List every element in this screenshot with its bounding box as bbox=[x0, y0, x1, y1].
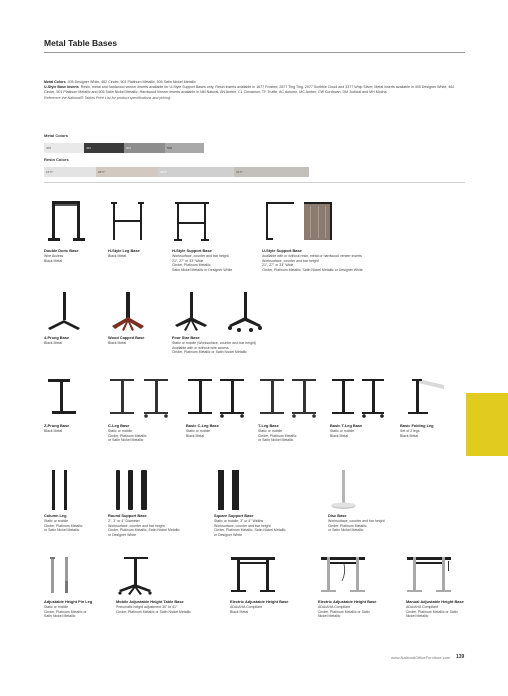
product-desc: Available with or without resin, metal or hardwood veneer inserts Worksurface, counter and bar height 21", 27" or 33" Wide Cinder, Platinum Metallic, Satin Nickel Metallic or Designer White bbox=[262, 254, 363, 272]
swatch-1677 bbox=[44, 167, 96, 177]
swatch-405 bbox=[44, 143, 84, 153]
product-name: Manual Adjustable Height Base bbox=[406, 599, 464, 604]
manual-adjustable-height-base-icon bbox=[404, 553, 454, 597]
mobile-adjustable-height-table-base-icon bbox=[116, 553, 156, 597]
wood-capped-base-icon bbox=[108, 290, 148, 332]
product-square-support-base bbox=[214, 514, 324, 537]
product-u-style-support-base bbox=[262, 249, 412, 272]
product-desc: Static or mobile Cinder, Platinum Metallic or Satin Nickel Metallic bbox=[108, 429, 147, 443]
product-4-prong-base bbox=[44, 336, 104, 346]
swatch-501 bbox=[124, 143, 165, 153]
product-basic-folding-leg bbox=[400, 424, 464, 438]
u-style-support-base-icon bbox=[262, 198, 298, 244]
product-desc: Static or mobile Cinder, Platinum Metallic or Satin Nickel Metallic bbox=[44, 519, 83, 533]
intro-text bbox=[44, 80, 465, 101]
product-h-style-support-base bbox=[172, 249, 262, 272]
product-desc: ADA/AHA Compliant Black Metal bbox=[230, 605, 262, 614]
metal-swatch-row bbox=[44, 143, 204, 153]
swatch-code: 405 bbox=[46, 146, 52, 150]
product-electric-adjustable-height-base-2 bbox=[318, 600, 408, 619]
swatch-code: 505 bbox=[167, 146, 173, 150]
swatch-2977 bbox=[158, 167, 234, 177]
resin-colors-label: Resin Colors bbox=[44, 157, 69, 162]
product-name: Electric Adjustable Height Base bbox=[318, 599, 377, 604]
product-desc: Static or mobile Black Metal bbox=[330, 429, 355, 438]
page-number: 139 bbox=[456, 654, 465, 660]
product-desc: ADA/AHA Compliant Cinder, Platinum Metallic or Satin Nickel Metallic bbox=[318, 605, 370, 619]
round-support-base-icon bbox=[108, 466, 158, 512]
resin-swatch-row bbox=[44, 167, 309, 177]
product-desc: Set of 2 legs Black Metal bbox=[400, 429, 420, 438]
product-basic-c-leg-base bbox=[186, 424, 256, 438]
h-style-leg-base-icon bbox=[108, 198, 148, 244]
product-mobile-adjustable-height-table-base bbox=[116, 600, 226, 614]
product-desc: Static or mobile (Worksurface, counter and bar height) Available with or without wire access Cinder, Platinum Metallic or Satin Nickel Metallic bbox=[172, 341, 256, 355]
product-name: Disc Base bbox=[328, 513, 347, 518]
product-round-support-base bbox=[108, 514, 208, 537]
metal-colors-label: Metal Colors bbox=[44, 133, 69, 138]
basic-t-leg-base-icon bbox=[330, 375, 394, 419]
swatch-code: 462 bbox=[86, 146, 92, 150]
product-name: Electric Adjustable Height Base bbox=[230, 599, 289, 604]
page-title: Metal Table Bases bbox=[44, 38, 118, 48]
product-t-leg-base bbox=[258, 424, 328, 443]
product-h-style-leg-base bbox=[108, 249, 168, 259]
product-name: Basic Folding Leg bbox=[400, 423, 434, 428]
product-desc: Worksurface, counter and bar height 21", 27" or 33" Wide Cinder, Platinum Metallic, Satin Nickel Metallic or Designer White bbox=[172, 254, 233, 272]
product-z-prong-base bbox=[44, 424, 104, 434]
column-leg-icon bbox=[44, 466, 80, 512]
product-disc-base bbox=[328, 514, 428, 533]
c-leg-base-icon bbox=[108, 375, 178, 419]
reference-note: Reference the National® Tables Price List for product specifications and pricing. bbox=[44, 95, 171, 100]
product-c-leg-base bbox=[108, 424, 178, 443]
product-electric-adjustable-height-base-1 bbox=[230, 600, 320, 614]
product-four-star-base bbox=[172, 336, 322, 355]
product-desc: Worksurface, counter and bar height Cinder, Platinum Metallic or Satin Nickel Metallic bbox=[328, 519, 385, 533]
swatch-code: 501 bbox=[126, 146, 132, 150]
product-desc: Black Metal bbox=[108, 341, 127, 346]
product-name: 4-Prong Base bbox=[44, 335, 70, 340]
h-style-support-base-icon bbox=[172, 198, 212, 244]
product-desc: Static or mobile Black Metal bbox=[186, 429, 211, 438]
product-adjustable-height-pin-leg bbox=[44, 600, 114, 619]
product-name: Adjustable Height Pin Leg bbox=[44, 599, 93, 604]
swatch-462 bbox=[84, 143, 124, 153]
footer-url[interactable]: www.NationalOfficeFurniture.com bbox=[391, 655, 451, 660]
metal-colors-intro-text: 405 Designer White, 462 Cinder, 501 Platinum Metallic, 505 Satin Nickel Metallic bbox=[67, 80, 196, 84]
product-name: H-Style Leg Base bbox=[108, 248, 140, 253]
product-desc: Black Metal bbox=[108, 254, 127, 259]
t-leg-base-icon bbox=[258, 375, 328, 419]
swatch-divider bbox=[44, 182, 465, 183]
product-name: Column Leg bbox=[44, 513, 67, 518]
electric-adjustable-height-base-icon bbox=[228, 553, 278, 597]
product-name: Wood Capped Base bbox=[108, 335, 145, 340]
u-style-insert-icon bbox=[300, 198, 336, 244]
basic-c-leg-base-icon bbox=[186, 375, 256, 419]
product-desc: Black Metal bbox=[44, 341, 63, 346]
swatch-2877 bbox=[96, 167, 158, 177]
product-name: Mobile Adjustable Height Table Base bbox=[116, 599, 184, 604]
product-desc: 2", 3" or 4" Diameter Worksurface, counter and bar height Cinder, Platinum Metallic, Satin Nickel Metallic or Designer White bbox=[108, 519, 180, 537]
product-desc: Pneumatic height adjustment 30" to 41" Cinder, Platinum Metallic or Satin Nickel Metallic bbox=[116, 605, 191, 614]
u-style-inserts-label: U-Style Base Inserts bbox=[44, 85, 79, 90]
product-name: U-Style Support Base bbox=[262, 248, 302, 253]
product-name: Z-Prong Base bbox=[44, 423, 70, 428]
title-divider bbox=[44, 52, 465, 53]
swatch-3377 bbox=[234, 167, 309, 177]
product-column-leg bbox=[44, 514, 108, 533]
u-style-inserts-text: Resin, metal and hardwood veneer inserts available for U-Style Support Bases only; Resin inserts available in 1677 Frosted, 2877 Ting Ting, 2977 Scribble Cloud and 3377 Whip Silver; Metal inserts available in 405 Designer White, 462 Cinder, 501 Platinum Metallic and 505 Satin Nickel Metallic; Hardwood Veneer inserts available in NM Natural, AN Amber, CL Cinnamon, TF Truffle, AC Autumn, MC Amber, CW Cordovan, DM Judicial and MH Mocha bbox=[44, 85, 455, 95]
adjustable-height-pin-leg-icon bbox=[44, 553, 80, 597]
product-desc: Black Metal bbox=[44, 429, 63, 434]
four-star-base-icon bbox=[172, 290, 212, 332]
product-name: Double Doric Base bbox=[44, 248, 79, 253]
product-manual-adjustable-height-base bbox=[406, 600, 468, 619]
product-desc: Wire Access Black Metal bbox=[44, 254, 64, 263]
swatch-code: 3377 bbox=[236, 170, 243, 174]
product-name: Round Support Base bbox=[108, 513, 147, 518]
product-name: Four Star Base bbox=[172, 335, 200, 340]
product-name: C-Leg Base bbox=[108, 423, 130, 428]
product-name: Basic C-Leg Base bbox=[186, 423, 219, 428]
swatch-505 bbox=[165, 143, 204, 153]
product-desc: ADA/AHA Compliant Cinder, Platinum Metallic or Satin Nickel Metallic bbox=[406, 605, 458, 619]
electric-adjustable-height-base-silver-icon bbox=[318, 553, 368, 597]
product-double-doric-base bbox=[44, 249, 104, 263]
metal-colors-intro-label: Metal Colors bbox=[44, 80, 66, 84]
4-prong-base-icon bbox=[44, 290, 84, 332]
swatch-code: 1677 bbox=[46, 170, 53, 174]
swatch-code: 2877 bbox=[98, 170, 105, 174]
product-name: H-Style Support Base bbox=[172, 248, 212, 253]
product-name: Square Support Base bbox=[214, 513, 254, 518]
product-name: T-Leg Base bbox=[258, 423, 279, 428]
section-tab bbox=[466, 393, 508, 456]
basic-folding-leg-icon bbox=[396, 375, 446, 419]
swatch-code: 2977 bbox=[160, 170, 167, 174]
product-desc: Static or mobile Cinder, Platinum Metallic or Satin Nickel Metallic bbox=[258, 429, 297, 443]
product-desc: Static or mobile Cinder, Platinum Metallic or Satin Nickel Metallic bbox=[44, 605, 87, 619]
square-support-base-icon bbox=[212, 466, 248, 512]
double-doric-base-icon bbox=[44, 198, 90, 244]
product-basic-t-leg-base bbox=[330, 424, 394, 438]
product-desc: Static or mobile; 3" or 4" Widths Worksurface, counter and bar height Cinder, Platinum Metallic, Satin Nickel Metallic or Designer White bbox=[214, 519, 286, 537]
product-name: Basic T-Leg Base bbox=[330, 423, 363, 428]
z-prong-base-icon bbox=[44, 375, 80, 419]
disc-base-icon bbox=[326, 466, 362, 512]
product-wood-capped-base bbox=[108, 336, 168, 346]
four-star-base-mobile-icon bbox=[226, 290, 266, 332]
